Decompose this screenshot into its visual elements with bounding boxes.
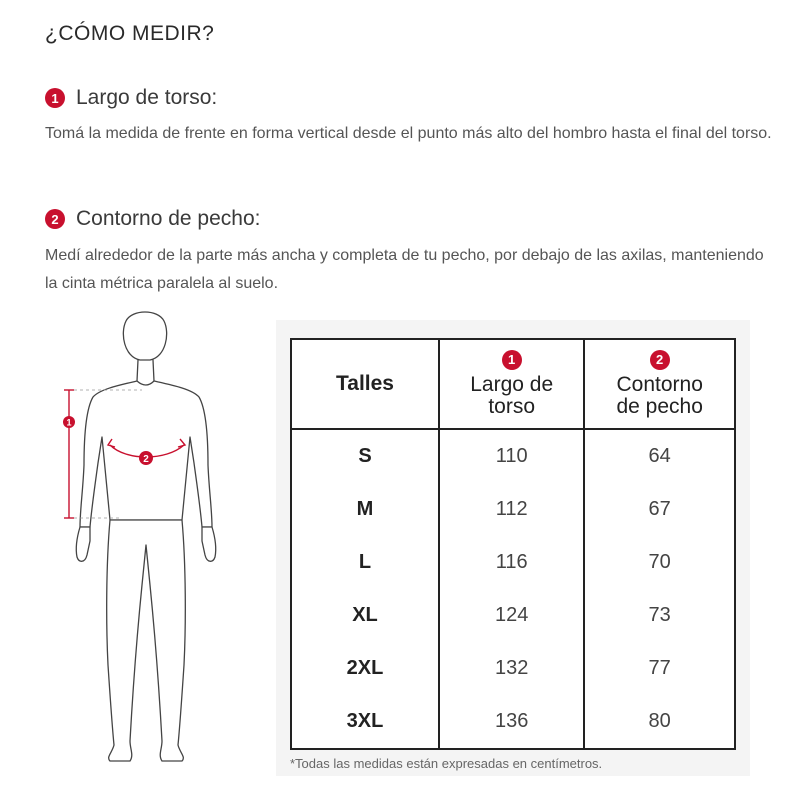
section-torso-heading: [45, 86, 217, 110]
header-badge-1: 1: [502, 350, 522, 370]
table-row: [291, 483, 735, 536]
body-measurement-figure: [50, 305, 250, 785]
legs-outline: [107, 520, 186, 761]
neck-outline: [137, 360, 154, 381]
header-chest-line2: de pecho: [616, 395, 703, 418]
header-chest-contour: [584, 339, 735, 429]
section-chest-description: Medí alrededor de la parte más ancha y completa de tu pecho, por debajo de las axilas, manteniendo la cinta métrica paralela al suelo.: [45, 247, 764, 292]
size-table: [290, 338, 736, 750]
size-cell: 2XL: [291, 642, 439, 695]
table-row: [291, 642, 735, 695]
section-torso-description: Tomá la medida de frente en forma vertical desde el punto más alto del hombro hasta el final del torso.: [45, 125, 772, 142]
section-torso-title: Largo de torso:: [76, 86, 218, 109]
torso-cell: 112: [439, 483, 584, 536]
header-size: Talles: [291, 339, 439, 429]
body-silhouette-illustration: [50, 305, 250, 785]
header-torso-line1: Largo de: [470, 373, 554, 396]
header-badge-2: 2: [650, 350, 670, 370]
size-cell: L: [291, 536, 439, 589]
size-table-panel: [276, 320, 750, 776]
table-row: [291, 536, 735, 589]
section-chest-title: Contorno de pecho:: [76, 207, 261, 230]
torso-cell: 132: [439, 642, 584, 695]
chest-cell: 64: [584, 429, 735, 483]
header-torso-length: [439, 339, 584, 429]
torso-cell: 136: [439, 695, 584, 749]
chest-cell: 70: [584, 536, 735, 589]
head-outline: [123, 312, 166, 360]
left-hand-outline: [76, 527, 90, 561]
chest-cell: 67: [584, 483, 735, 536]
measurement-footnote: *Todas las medidas están expresadas en centímetros.: [290, 756, 603, 771]
right-hand-outline: [202, 527, 216, 561]
table-row: [291, 695, 735, 749]
size-cell: M: [291, 483, 439, 536]
torso-cell: 124: [439, 589, 584, 642]
marker-chest-number: 2: [143, 454, 149, 465]
size-cell: XL: [291, 589, 439, 642]
page-title: ¿CÓMO MEDIR?: [45, 22, 215, 45]
table-row: [291, 429, 735, 483]
chest-cell: 80: [584, 695, 735, 749]
chest-cell: 77: [584, 642, 735, 695]
header-torso-line2: torso: [488, 395, 536, 418]
number-badge-1: 1: [45, 88, 65, 108]
size-cell: 3XL: [291, 695, 439, 749]
torso-cell: 116: [439, 536, 584, 589]
section-chest-heading: [45, 207, 260, 231]
size-table-header-row: [291, 339, 735, 429]
number-badge-2: 2: [45, 209, 65, 229]
chest-cell: 73: [584, 589, 735, 642]
marker-torso-number: 1: [66, 417, 72, 428]
table-row: [291, 589, 735, 642]
size-cell: S: [291, 429, 439, 483]
torso-cell: 110: [439, 429, 584, 483]
header-chest-line1: Contorno: [616, 373, 703, 396]
